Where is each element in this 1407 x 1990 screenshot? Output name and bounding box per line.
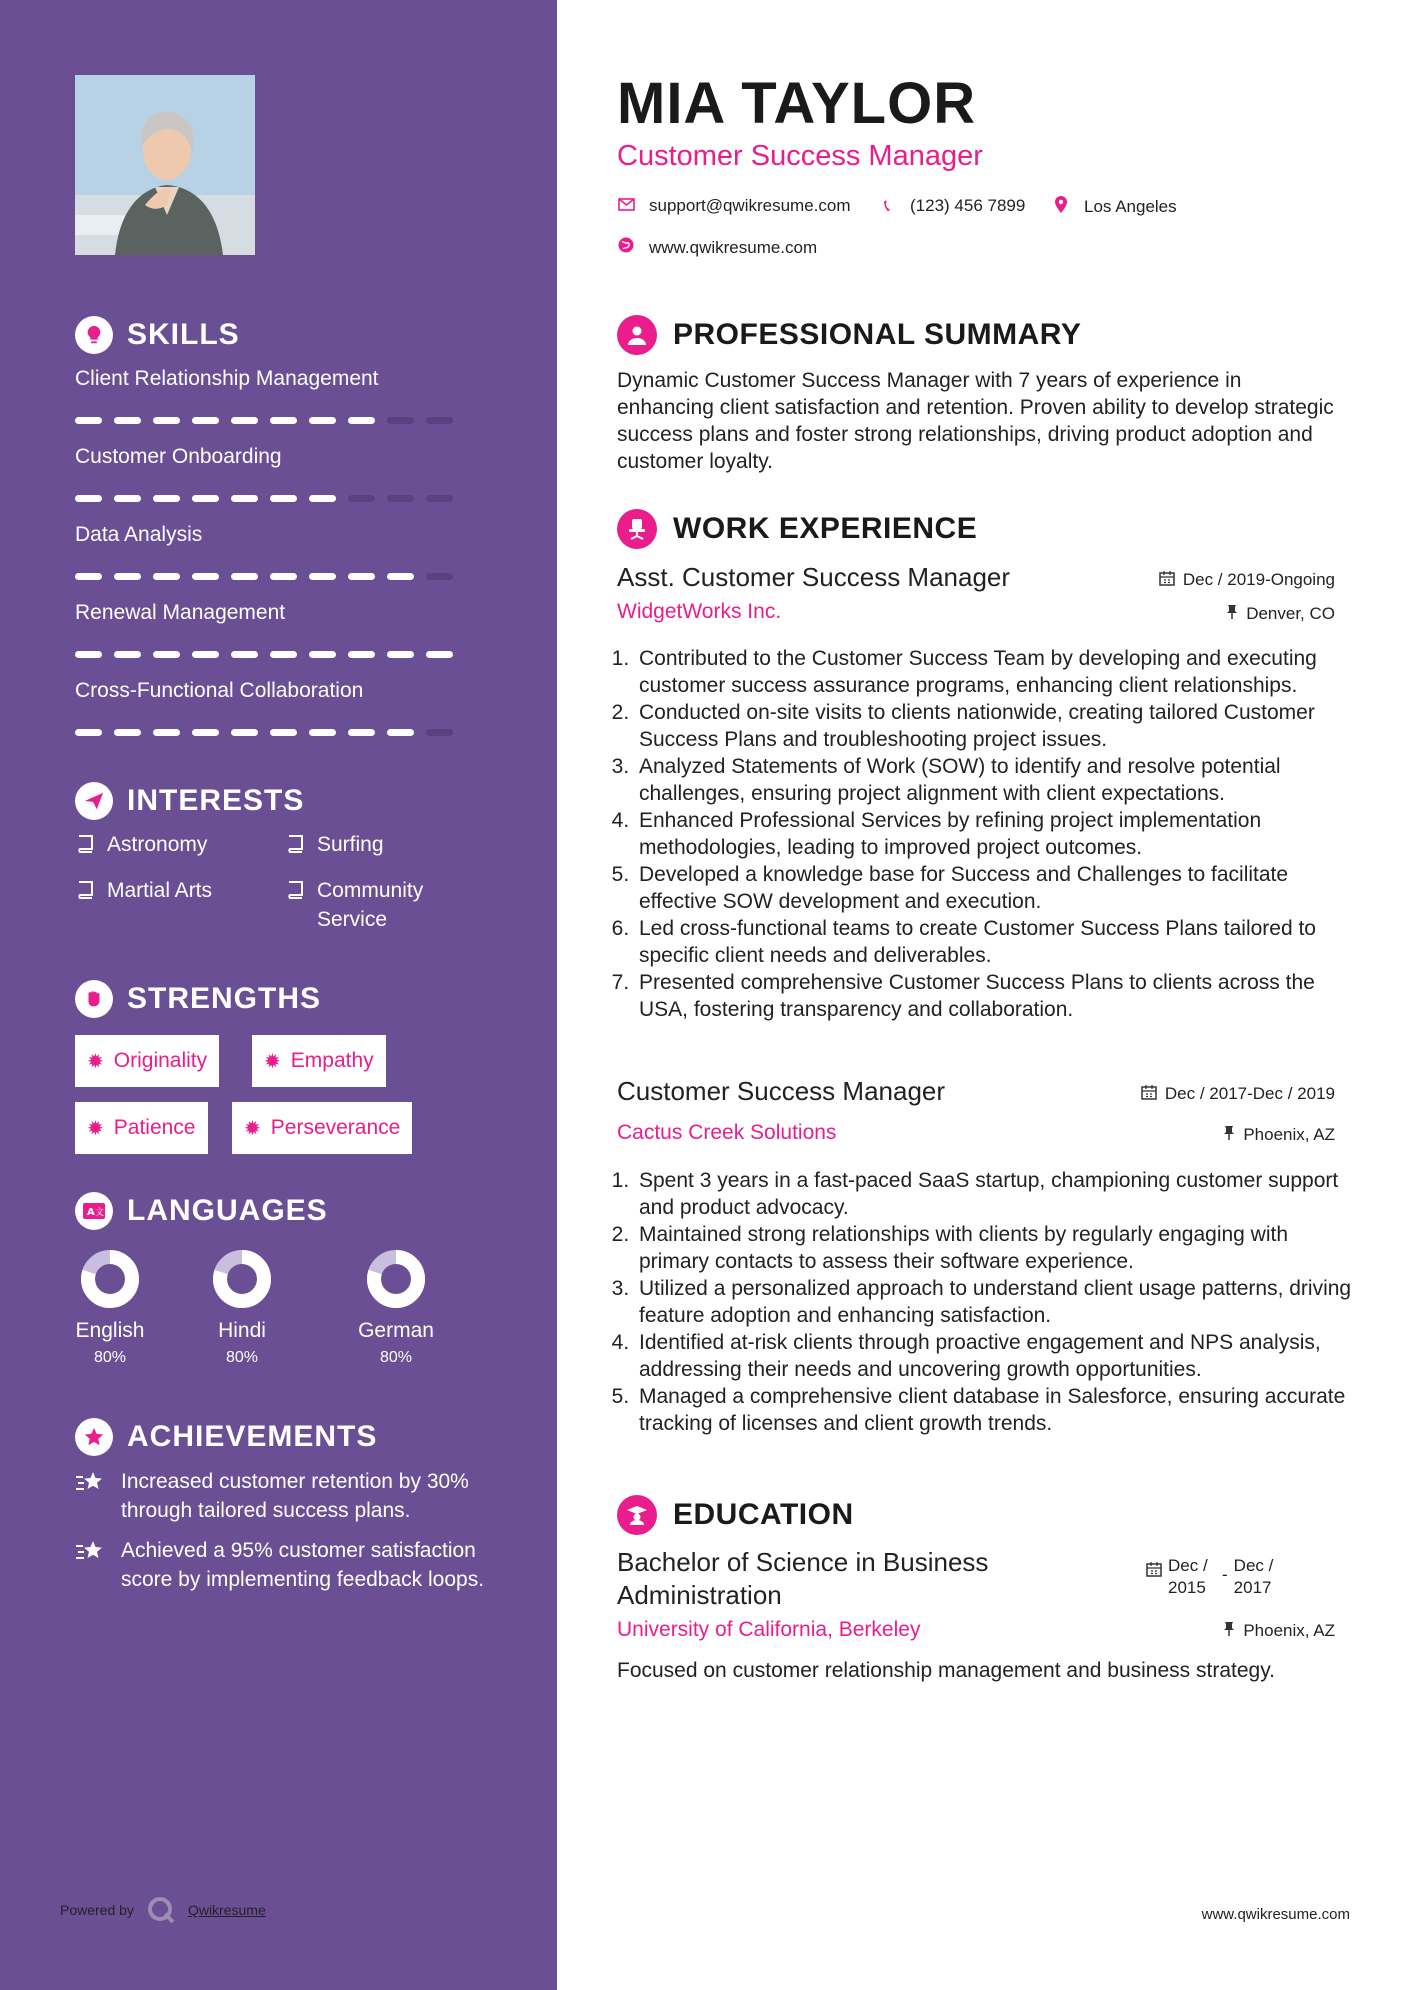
achievements-heading <box>75 1417 377 1457</box>
language-percent: 80% <box>93 1349 127 1366</box>
job-date-text: Dec / 2019-Ongoing <box>1182 570 1335 589</box>
job-location <box>1223 1125 1335 1145</box>
skill-segment <box>114 729 141 736</box>
paper-plane-icon <box>75 782 113 820</box>
powered-by-label: Powered by <box>60 1902 134 1918</box>
contact-website <box>617 237 817 258</box>
profile-photo <box>75 75 255 255</box>
interest-label: Martial Arts <box>107 879 213 902</box>
skill-segment <box>348 573 375 580</box>
skill-segment <box>192 573 219 580</box>
skill-segment <box>153 417 180 424</box>
skill-segment <box>114 417 141 424</box>
language-percent: 80% <box>379 1349 413 1366</box>
skill-segment <box>387 417 414 424</box>
language-item <box>182 1247 302 1367</box>
skill-segment <box>348 729 375 736</box>
skill-segment <box>192 729 219 736</box>
strengths-heading-text: STRENGTHS <box>127 982 322 1015</box>
language-item <box>50 1247 170 1367</box>
skill-segment <box>231 729 258 736</box>
interest-label: Surfing <box>317 833 384 856</box>
summary-text: Dynamic Customer Success Manager with 7 years of experience in enhancing client satisfaction and retention. Proven ability to develop strategic success plans and foster strong relationships, driving product adoption and customer loyalty. <box>617 369 1334 473</box>
skill-segment <box>426 651 453 658</box>
interests-heading <box>75 781 304 821</box>
duty-item: 1. Spent 3 years in a fast-paced SaaS startup, championing customer support and product advocacy. <box>635 1167 1360 1221</box>
user-icon <box>617 315 657 355</box>
degree-title: Bachelor of Science in Business Administration <box>617 1547 989 1610</box>
languages-heading <box>75 1191 328 1231</box>
burst-icon: ✹ <box>264 1050 281 1073</box>
duty-item: 3. Analyzed Statements of Work (SOW) to identify and resolve potential challenges, ensuring project alignment with client expectations. <box>635 753 1360 807</box>
skill-bar <box>75 417 453 424</box>
sidebar <box>0 0 557 1990</box>
skills-heading-text: SKILLS <box>127 318 240 351</box>
interest-item <box>285 830 384 862</box>
interest-label: Community Service <box>317 879 424 931</box>
skill-segment <box>270 729 297 736</box>
school-name: University of California, Berkeley <box>617 1618 921 1641</box>
website-text[interactable]: www.qwikresume.com <box>649 237 818 257</box>
language-ring <box>210 1247 274 1311</box>
job-company: WidgetWorks Inc. <box>617 600 782 623</box>
summary-heading-text: PROFESSIONAL SUMMARY <box>673 318 1082 351</box>
qwikresume-logo-icon <box>146 1895 176 1925</box>
skill-segment <box>270 573 297 580</box>
interest-item <box>75 830 207 862</box>
skill-bar <box>75 573 453 580</box>
job-date-text: Dec / 2017-Dec / 2019 <box>1164 1084 1335 1103</box>
skill-bar <box>75 495 453 502</box>
skill-name: Cross-Functional Collaboration <box>75 679 364 702</box>
skill-segment <box>153 573 180 580</box>
job-date <box>1141 1084 1335 1104</box>
skill-segment <box>426 417 453 424</box>
skill-segment <box>426 573 453 580</box>
skill-bar <box>75 729 453 736</box>
languages-heading-text: LANGUAGES <box>127 1194 328 1227</box>
duty-item: 4. Enhanced Professional Services by refining project implementation methodologies, leading to improved project outcomes. <box>635 807 1360 861</box>
shooting-star-icon <box>75 1467 107 1525</box>
strengths-heading <box>75 979 321 1019</box>
skill-segment <box>309 573 336 580</box>
strength-chip <box>252 1035 386 1087</box>
summary-heading <box>617 315 1081 355</box>
pushpin-icon <box>1223 1621 1235 1641</box>
job-location-text: Denver, CO <box>1246 604 1335 623</box>
interest-label: Astronomy <box>107 833 208 856</box>
job-duties <box>617 645 1360 1023</box>
contact-phone <box>878 196 1025 216</box>
job-location <box>1226 604 1335 624</box>
skill-segment <box>309 651 336 658</box>
education-heading <box>617 1495 854 1535</box>
skill-segment <box>309 417 336 424</box>
duty-item: 2. Maintained strong relationships with clients by regularly engaging with primary contacts to assess their software experience. <box>635 1221 1360 1275</box>
email-text[interactable]: support@qwikresume.com <box>649 196 851 215</box>
strength-chip <box>75 1102 208 1154</box>
graduate-icon <box>617 1495 657 1535</box>
education-description: Focused on customer relationship management and business strategy. <box>617 1659 1275 1682</box>
svg-text:A: A <box>87 1207 95 1218</box>
skill-segment <box>75 417 102 424</box>
skill-segment <box>153 729 180 736</box>
achievement-item <box>75 1467 505 1525</box>
skill-segment <box>270 495 297 502</box>
education-end: Dec / 2017 <box>1233 1556 1274 1597</box>
skill-segment <box>114 651 141 658</box>
duty-item: 1. Contributed to the Customer Success Team by developing and executing customer success assurance programs, enhancing client relationships. <box>635 645 1360 699</box>
envelope-icon <box>617 196 635 216</box>
skill-segment <box>426 729 453 736</box>
skill-segment <box>387 651 414 658</box>
skill-segment <box>426 495 453 502</box>
qwikresume-link[interactable]: Qwikresume <box>187 1902 266 1918</box>
skill-segment <box>75 495 102 502</box>
skill-segment <box>309 729 336 736</box>
education-start: Dec / 2015 <box>1168 1556 1208 1597</box>
skill-segment <box>231 417 258 424</box>
skill-segment <box>192 495 219 502</box>
strength-label: Patience <box>113 1116 196 1139</box>
candidate-title: Customer Success Manager <box>617 140 983 172</box>
book-icon <box>285 830 305 862</box>
language-ring <box>78 1247 142 1311</box>
job-date <box>1159 570 1335 590</box>
skill-segment <box>348 495 375 502</box>
duty-item: 6. Led cross-functional teams to create Customer Success Plans tailored to specific client needs and deliverables. <box>635 915 1360 969</box>
office-chair-icon <box>617 509 657 549</box>
skill-name: Renewal Management <box>75 601 286 624</box>
skill-segment <box>231 651 258 658</box>
language-item <box>336 1247 456 1367</box>
language-name: German <box>358 1319 434 1342</box>
interest-item <box>75 876 212 908</box>
phone-text[interactable]: (123) 456 7899 <box>910 196 1026 215</box>
lightbulb-icon <box>75 316 113 354</box>
book-icon <box>285 876 305 934</box>
strength-label: Empathy <box>290 1049 374 1072</box>
date-separator: - <box>1222 1565 1228 1584</box>
interest-item <box>285 876 445 934</box>
pushpin-icon <box>1223 1125 1235 1145</box>
strength-chip <box>75 1035 219 1087</box>
strength-label: Perseverance <box>270 1116 401 1139</box>
burst-icon: ✹ <box>244 1117 261 1140</box>
calendar-icon <box>1141 1084 1157 1104</box>
translate-icon <box>75 1192 113 1230</box>
education-heading-text: EDUCATION <box>673 1498 854 1531</box>
strength-chip <box>232 1102 412 1154</box>
fist-icon <box>75 980 113 1018</box>
skill-segment <box>270 417 297 424</box>
skill-bar <box>75 651 453 658</box>
calendar-icon <box>1159 570 1175 590</box>
strength-label: Originality <box>113 1049 208 1072</box>
duty-item: 2. Conducted on-site visits to clients nationwide, creating tailored Customer Success Plans and troubleshooting project issues. <box>635 699 1360 753</box>
job-duties <box>617 1167 1360 1437</box>
map-pin-icon <box>1052 196 1070 218</box>
job-title: Customer Success Manager <box>617 1076 946 1106</box>
calendar-icon <box>1146 1555 1162 1581</box>
phone-icon: 📞︎ <box>884 196 890 215</box>
skill-segment <box>114 573 141 580</box>
duty-item: 3. Utilized a personalized approach to understand client usage patterns, driving feature adoption and enhancing satisfaction. <box>635 1275 1360 1329</box>
job-title: Asst. Customer Success Manager <box>617 562 1011 592</box>
education-dates <box>1146 1555 1282 1599</box>
skill-segment <box>387 729 414 736</box>
skill-segment <box>192 417 219 424</box>
interests-heading-text: INTERESTS <box>127 784 305 817</box>
skill-segment <box>75 651 102 658</box>
language-name: Hindi <box>218 1319 266 1342</box>
achievement-text: Achieved a 95% customer satisfaction score by implementing feedback loops. <box>121 1539 485 1591</box>
globe-icon <box>617 237 635 258</box>
experience-heading-text: WORK EXPERIENCE <box>673 512 978 545</box>
job-location-text: Phoenix, AZ <box>1243 1125 1335 1144</box>
burst-icon: ✹ <box>87 1050 104 1073</box>
powered-by <box>60 1895 266 1925</box>
skill-name: Data Analysis <box>75 523 203 546</box>
skill-segment <box>192 651 219 658</box>
skill-segment <box>387 573 414 580</box>
education-location <box>1223 1621 1335 1641</box>
skill-segment <box>348 651 375 658</box>
book-icon <box>75 876 95 908</box>
skill-name: Client Relationship Management <box>75 367 379 390</box>
skill-segment <box>153 495 180 502</box>
skill-segment <box>270 651 297 658</box>
burst-icon: ✹ <box>87 1117 104 1140</box>
achievement-item <box>75 1536 505 1594</box>
svg-text:文: 文 <box>95 1208 105 1218</box>
achievements-heading-text: ACHIEVEMENTS <box>127 1420 378 1453</box>
duty-item: 5. Developed a knowledge base for Success and Challenges to facilitate effective SOW development and execution. <box>635 861 1360 915</box>
experience-heading <box>617 509 977 549</box>
skill-segment <box>153 651 180 658</box>
book-icon <box>75 830 95 862</box>
footer-url[interactable]: www.qwikresume.com <box>1201 1906 1350 1923</box>
star-badge-icon <box>75 1418 113 1456</box>
pushpin-icon <box>1226 604 1238 624</box>
skill-segment <box>387 495 414 502</box>
skill-segment <box>348 417 375 424</box>
language-percent: 80% <box>225 1349 259 1366</box>
skill-segment <box>75 573 102 580</box>
skill-segment <box>231 573 258 580</box>
skill-segment <box>231 495 258 502</box>
education-location-text: Phoenix, AZ <box>1243 1621 1335 1640</box>
shooting-star-icon <box>75 1536 107 1594</box>
duty-item: 7. Presented comprehensive Customer Success Plans to clients across the USA, fostering transparency and collaboration. <box>635 969 1360 1023</box>
achievement-text: Increased customer retention by 30% through tailored success plans. <box>121 1470 469 1522</box>
skill-segment <box>75 729 102 736</box>
duty-item: 4. Identified at-risk clients through proactive engagement and NPS analysis, addressing their needs and uncovering growth opportunities. <box>635 1329 1360 1383</box>
skills-heading <box>75 315 240 355</box>
language-name: English <box>75 1319 145 1342</box>
contact-location <box>1052 196 1177 218</box>
skill-segment <box>114 495 141 502</box>
language-ring <box>364 1247 428 1311</box>
contact-email <box>617 196 851 216</box>
candidate-name: MIA TAYLOR <box>617 71 977 136</box>
job-company: Cactus Creek Solutions <box>617 1121 837 1144</box>
skill-name: Customer Onboarding <box>75 445 282 468</box>
duty-item: 5. Managed a comprehensive client database in Salesforce, ensuring accurate tracking of licenses and client growth trends. <box>635 1383 1360 1437</box>
location-text: Los Angeles <box>1084 197 1177 216</box>
skill-segment <box>309 495 336 502</box>
